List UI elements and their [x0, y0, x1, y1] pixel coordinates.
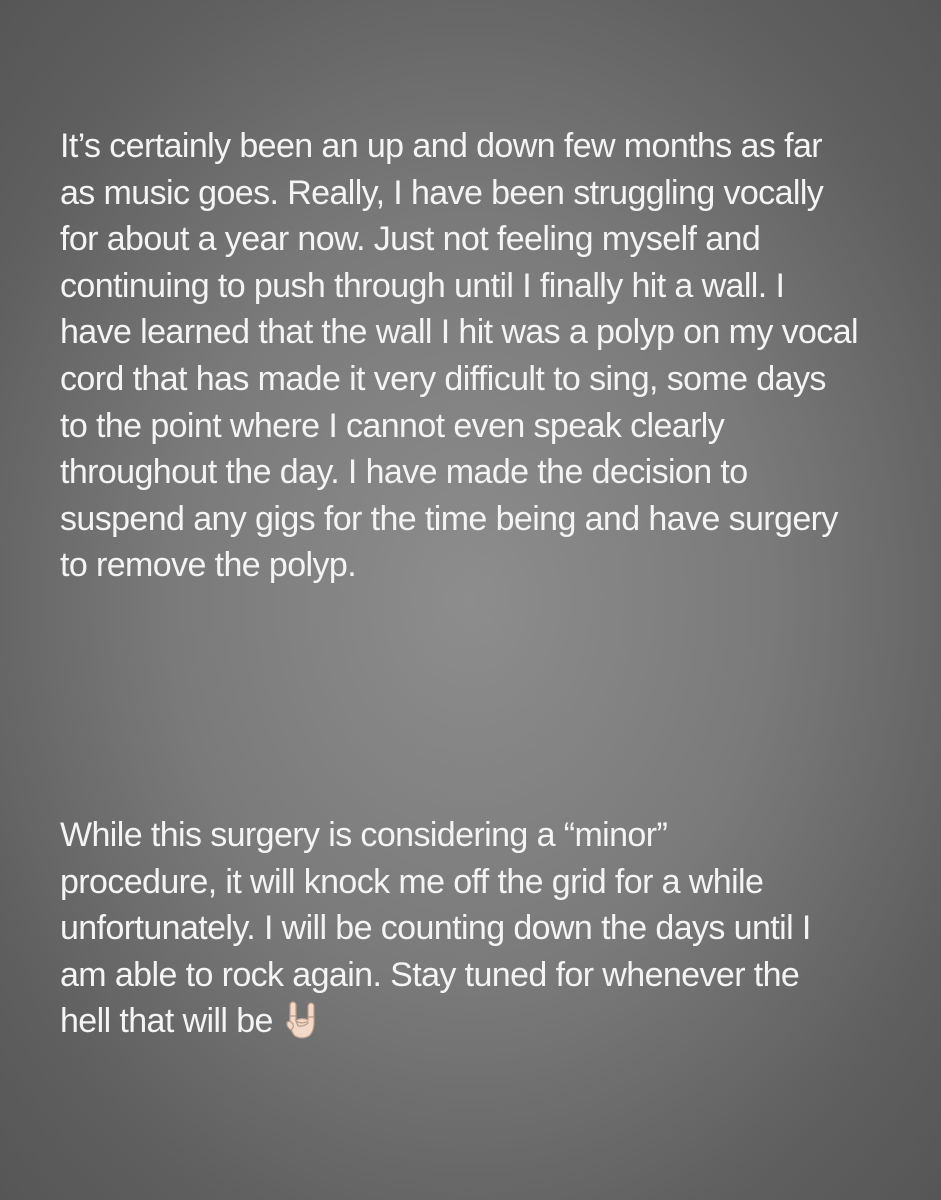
- text-line: procedure, it will knock me off the grid for a while: [60, 862, 764, 901]
- text-line: cord that has made it very difficult to sing, some days: [60, 359, 826, 398]
- text-line-content: hell that will be: [60, 1002, 273, 1041]
- text-line: to the point where I cannot even speak clearly: [60, 406, 725, 445]
- text-line: suspend any gigs for the time being and have surgery: [60, 499, 838, 538]
- last-text-line: [60, 998, 910, 1045]
- text-line: for about a year now. Just not feeling myself and: [60, 220, 761, 259]
- text-line: It’s certainly been an up and down few months as far: [60, 127, 822, 165]
- text-line: unfortunately. I will be counting down the days until I: [60, 909, 811, 948]
- text-line: as music goes. Really, I have been struggling vocally: [60, 173, 824, 212]
- text-line: am able to rock again. Stay tuned for whenever the: [60, 955, 800, 994]
- rock-on-hand-icon: [285, 1000, 319, 1040]
- text-line: While this surgery is considering a “minor”: [60, 816, 668, 854]
- text-line: continuing to push through until I finally hit a wall. I: [60, 266, 785, 305]
- paragraph-1: [60, 123, 910, 589]
- text-line: to remove the polyp.: [60, 546, 357, 585]
- text-line: have learned that the wall I hit was a polyp on my vocal: [60, 313, 858, 352]
- paragraph-2: [60, 812, 910, 1045]
- text-line: throughout the day. I have made the decision to: [60, 453, 748, 492]
